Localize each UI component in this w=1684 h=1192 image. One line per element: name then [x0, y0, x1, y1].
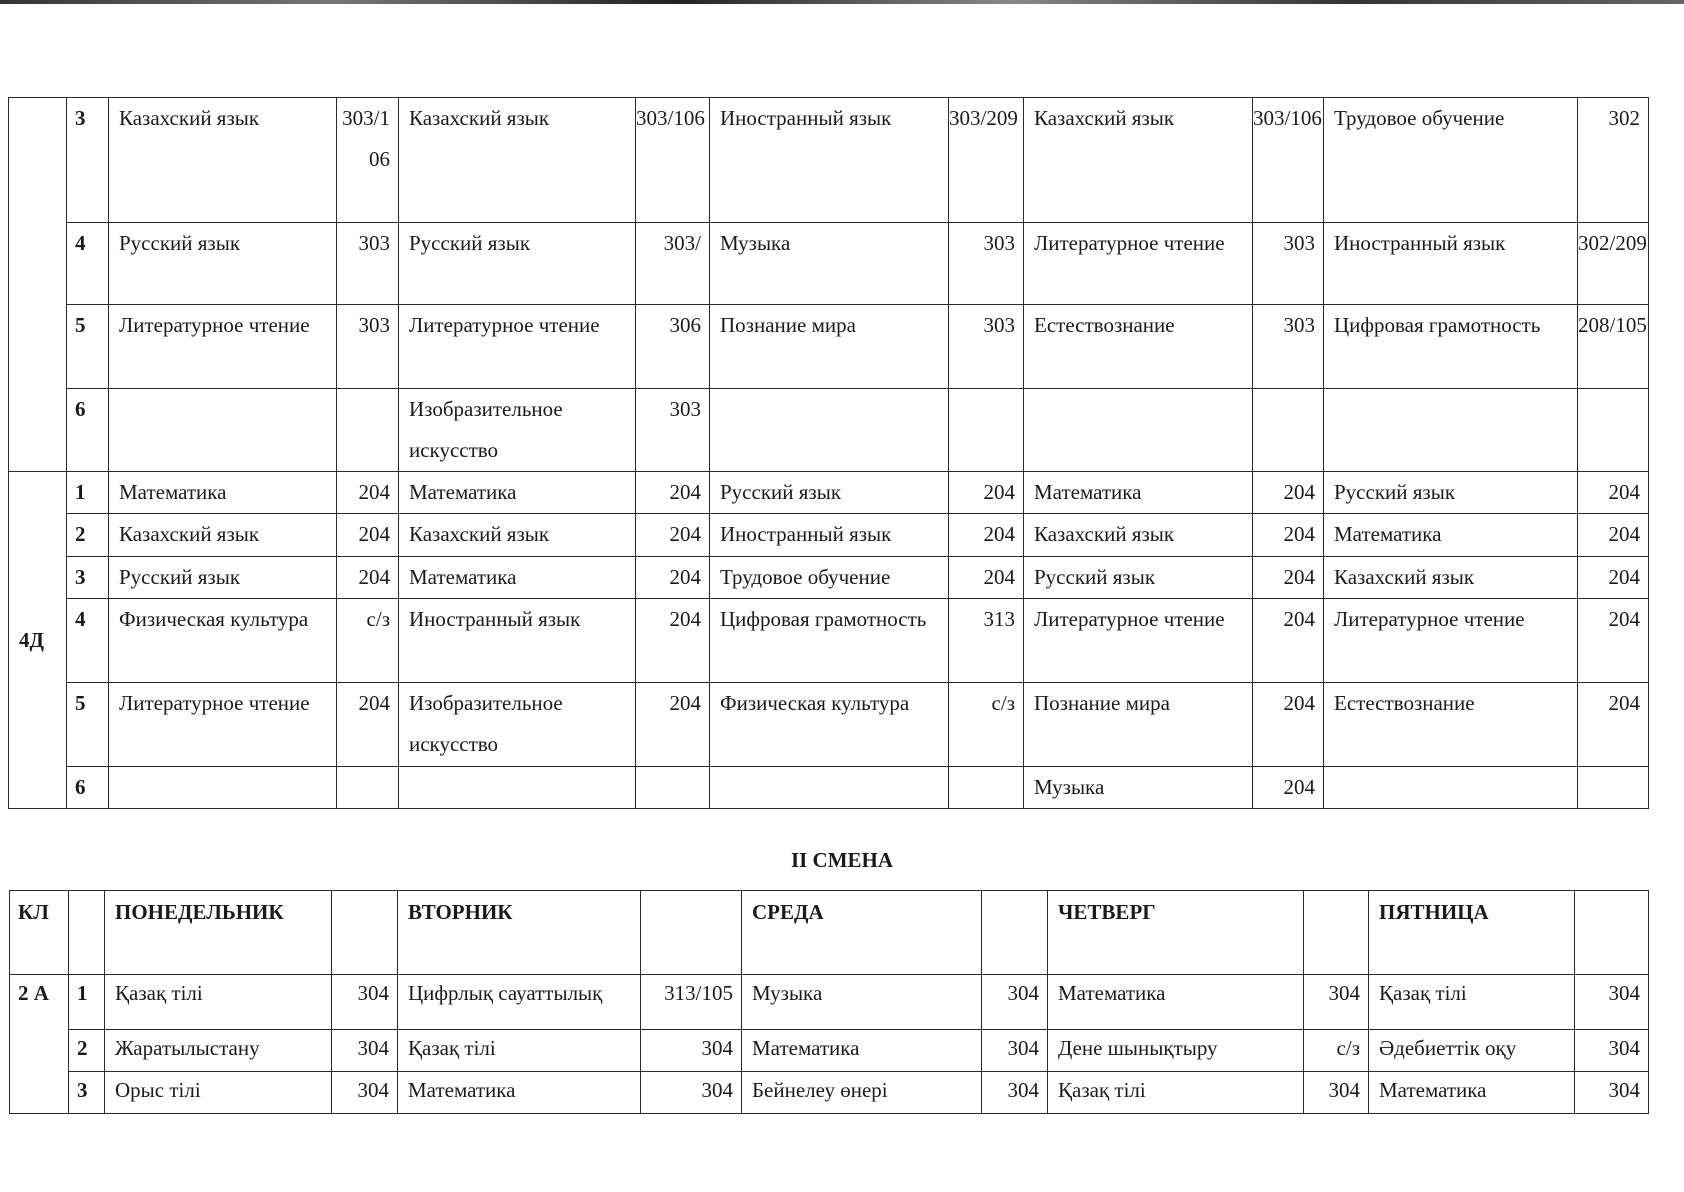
room-mon: [337, 767, 399, 809]
header-wednesday-room: [982, 891, 1048, 975]
room-mon: 303: [337, 223, 399, 305]
subject-wed: Иностранный язык: [710, 514, 949, 557]
header-thursday: ЧЕТВЕРГ: [1048, 891, 1304, 975]
room-fri: 204: [1578, 683, 1649, 767]
lesson-number: 3: [67, 557, 109, 599]
room-mon: 304: [332, 975, 398, 1030]
lesson-number: 4: [67, 599, 109, 683]
room-thu: 204: [1253, 683, 1324, 767]
lesson-number: 6: [67, 389, 109, 472]
subject-thu: Литературное чтение: [1024, 223, 1253, 305]
subject-wed: Музыка: [710, 223, 949, 305]
header-tuesday-room: [641, 891, 742, 975]
subject-tue: Математика: [399, 557, 636, 599]
room-thu: 303: [1253, 305, 1324, 389]
room-thu: 204: [1253, 557, 1324, 599]
room-wed: [949, 767, 1024, 809]
room-wed: 204: [949, 557, 1024, 599]
room-tue: 204: [636, 683, 710, 767]
subject-fri: Математика: [1324, 514, 1578, 557]
subject-mon: Русский язык: [109, 223, 337, 305]
room-wed: 304: [982, 1072, 1048, 1114]
subject-fri: Естествознание: [1324, 683, 1578, 767]
lesson-number: 2: [69, 1030, 105, 1072]
subject-thu: Литературное чтение: [1024, 599, 1253, 683]
room-wed: [949, 389, 1024, 472]
subject-wed: Познание мира: [710, 305, 949, 389]
subject-fri: Литературное чтение: [1324, 599, 1578, 683]
subject-mon: Жаратылыстану: [105, 1030, 332, 1072]
table-row: [9, 599, 1649, 683]
lesson-number: 3: [67, 98, 109, 223]
room-thu: 204: [1253, 767, 1324, 809]
table-row: [10, 1072, 1649, 1114]
subject-tue: Изобразительное искусство: [399, 683, 636, 767]
room-tue: 204: [636, 557, 710, 599]
table-row: [10, 975, 1649, 1030]
room-fri: 302/209: [1578, 223, 1649, 305]
room-thu: с/з: [1304, 1030, 1369, 1072]
room-thu: 204: [1253, 514, 1324, 557]
subject-wed: Музыка: [742, 975, 982, 1030]
subject-mon: Казахский язык: [109, 98, 337, 223]
room-tue: [636, 767, 710, 809]
header-tuesday: ВТОРНИК: [398, 891, 641, 975]
room-tue: 204: [636, 599, 710, 683]
subject-fri: Математика: [1369, 1072, 1575, 1114]
room-wed: 204: [949, 472, 1024, 514]
subject-fri: Иностранный язык: [1324, 223, 1578, 305]
subject-wed: Бейнелеу өнері: [742, 1072, 982, 1114]
lesson-number: 2: [67, 514, 109, 557]
subject-wed: Физическая культура: [710, 683, 949, 767]
subject-tue: Русский язык: [399, 223, 636, 305]
table-row: [9, 514, 1649, 557]
header-friday-room: [1575, 891, 1649, 975]
subject-fri: Русский язык: [1324, 472, 1578, 514]
subject-thu: Познание мира: [1024, 683, 1253, 767]
room-thu: [1253, 389, 1324, 472]
room-thu: 304: [1304, 1072, 1369, 1114]
header-monday: ПОНЕДЕЛЬНИК: [105, 891, 332, 975]
subject-thu: Музыка: [1024, 767, 1253, 809]
subject-wed: Иностранный язык: [710, 98, 949, 223]
subject-wed: [710, 389, 949, 472]
room-thu: 303: [1253, 223, 1324, 305]
lesson-number: 1: [67, 472, 109, 514]
header-thursday-room: [1304, 891, 1369, 975]
room-fri: 304: [1575, 1030, 1649, 1072]
table-row: [9, 472, 1649, 514]
room-fri: 204: [1578, 557, 1649, 599]
subject-mon: Литературное чтение: [109, 305, 337, 389]
room-mon: [337, 389, 399, 472]
header-wednesday: СРЕДА: [742, 891, 982, 975]
room-fri: 204: [1578, 472, 1649, 514]
room-fri: 304: [1575, 975, 1649, 1030]
lesson-number: 5: [67, 305, 109, 389]
subject-thu: Дене шынықтыру: [1048, 1030, 1304, 1072]
subject-wed: Русский язык: [710, 472, 949, 514]
room-fri: 204: [1578, 514, 1649, 557]
room-wed: с/з: [949, 683, 1024, 767]
table-row: [9, 223, 1649, 305]
schedule-table-shift-1: [8, 97, 1649, 809]
subject-mon: Орыс тілі: [105, 1072, 332, 1114]
subject-tue: Математика: [398, 1072, 641, 1114]
subject-wed: Трудовое обучение: [710, 557, 949, 599]
subject-tue: Иностранный язык: [399, 599, 636, 683]
subject-fri: Трудовое обучение: [1324, 98, 1578, 223]
subject-thu: Казахский язык: [1024, 98, 1253, 223]
class-name: 2 А: [10, 975, 69, 1114]
subject-thu: Казахский язык: [1024, 514, 1253, 557]
room-mon: 204: [337, 514, 399, 557]
room-tue: 204: [636, 514, 710, 557]
subject-wed: Цифровая грамотность: [710, 599, 949, 683]
table-row: [9, 767, 1649, 809]
table-row: [10, 1030, 1649, 1072]
subject-tue: [399, 767, 636, 809]
subject-tue: Математика: [399, 472, 636, 514]
room-mon: 303: [337, 305, 399, 389]
table-row: [9, 98, 1649, 223]
room-wed: 303/209: [949, 98, 1024, 223]
subject-wed: [710, 767, 949, 809]
subject-fri: [1324, 389, 1578, 472]
room-wed: 204: [949, 514, 1024, 557]
room-wed: 303: [949, 305, 1024, 389]
subject-thu: Қазақ тілі: [1048, 1072, 1304, 1114]
room-tue: 306: [636, 305, 710, 389]
subject-tue: Изобразительное искусство: [399, 389, 636, 472]
room-fri: [1578, 389, 1649, 472]
subject-mon: [109, 389, 337, 472]
subject-mon: Литературное чтение: [109, 683, 337, 767]
room-thu: 304: [1304, 975, 1369, 1030]
room-mon: с/з: [337, 599, 399, 683]
room-fri: 302: [1578, 98, 1649, 223]
room-wed: 304: [982, 1030, 1048, 1072]
subject-mon: [109, 767, 337, 809]
subject-tue: Қазақ тілі: [398, 1030, 641, 1072]
subject-wed: Математика: [742, 1030, 982, 1072]
lesson-number: 4: [67, 223, 109, 305]
scan-top-edge: [0, 0, 1684, 4]
room-fri: 208/105: [1578, 305, 1649, 389]
table-row: [9, 389, 1649, 472]
room-mon: 304: [332, 1072, 398, 1114]
room-wed: 313: [949, 599, 1024, 683]
subject-mon: Математика: [109, 472, 337, 514]
subject-mon: Казахский язык: [109, 514, 337, 557]
class-name: 4Д: [9, 472, 67, 809]
room-tue: 304: [641, 1030, 742, 1072]
schedule-table-shift-2: [9, 890, 1649, 1114]
room-tue: 304: [641, 1072, 742, 1114]
subject-fri: [1324, 767, 1578, 809]
room-tue: 204: [636, 472, 710, 514]
subject-mon: Русский язык: [109, 557, 337, 599]
room-tue: 303: [636, 389, 710, 472]
lesson-number: 3: [69, 1072, 105, 1114]
subject-fri: Әдебиеттік оқу: [1369, 1030, 1575, 1072]
subject-thu: Русский язык: [1024, 557, 1253, 599]
subject-tue: Казахский язык: [399, 98, 636, 223]
lesson-number: 6: [67, 767, 109, 809]
room-mon: 204: [337, 557, 399, 599]
room-mon: 303/106: [337, 98, 399, 223]
subject-fri: Казахский язык: [1324, 557, 1578, 599]
lesson-number: 5: [67, 683, 109, 767]
room-wed: 303: [949, 223, 1024, 305]
class-cell-previous: [9, 98, 67, 472]
shift-2-title: II СМЕНА: [790, 848, 894, 872]
subject-thu: Математика: [1048, 975, 1304, 1030]
room-tue: 303/: [636, 223, 710, 305]
room-fri: 204: [1578, 599, 1649, 683]
room-fri: 304: [1575, 1072, 1649, 1114]
header-friday: ПЯТНИЦА: [1369, 891, 1575, 975]
header-monday-room: [332, 891, 398, 975]
room-thu: 204: [1253, 599, 1324, 683]
table-row: [9, 557, 1649, 599]
room-thu: 204: [1253, 472, 1324, 514]
table-row: [9, 305, 1649, 389]
header-class: КЛ: [10, 891, 69, 975]
subject-fri: Қазақ тілі: [1369, 975, 1575, 1030]
subject-tue: Казахский язык: [399, 514, 636, 557]
room-mon: 304: [332, 1030, 398, 1072]
subject-fri: Цифровая грамотность: [1324, 305, 1578, 389]
table-row: [9, 683, 1649, 767]
room-wed: 304: [982, 975, 1048, 1030]
room-thu: 303/106: [1253, 98, 1324, 223]
subject-tue: Литературное чтение: [399, 305, 636, 389]
subject-tue: Цифрлық сауаттылық: [398, 975, 641, 1030]
header-lesson-num: [69, 891, 105, 975]
subject-thu: [1024, 389, 1253, 472]
room-fri: [1578, 767, 1649, 809]
header-row: [10, 891, 1649, 975]
room-tue: 313/105: [641, 975, 742, 1030]
room-mon: 204: [337, 472, 399, 514]
subject-thu: Естествознание: [1024, 305, 1253, 389]
subject-mon: Физическая культура: [109, 599, 337, 683]
room-tue: 303/106: [636, 98, 710, 223]
subject-mon: Қазақ тілі: [105, 975, 332, 1030]
lesson-number: 1: [69, 975, 105, 1030]
room-mon: 204: [337, 683, 399, 767]
subject-thu: Математика: [1024, 472, 1253, 514]
